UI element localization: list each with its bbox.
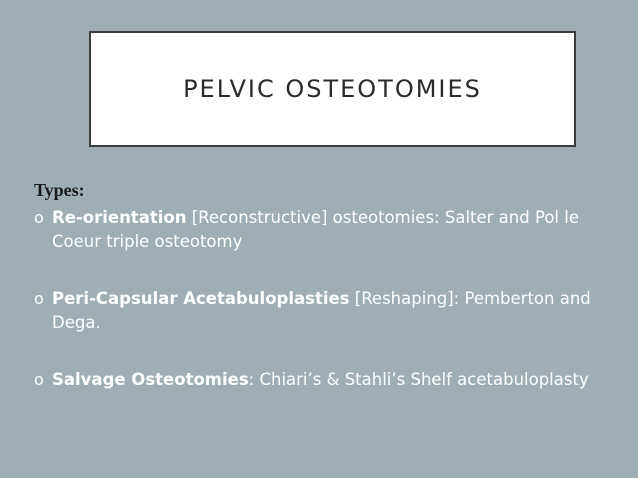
bullet-text: [Reconstructive] osteotomies: Salter and Pol le Coeur triple osteotomy [52, 208, 579, 251]
types-label: Types: [34, 180, 85, 200]
bullet-text: [Reshaping]: Pemberton and Dega. [52, 289, 591, 332]
bullet-text: : Chiari’s & Stahli’s Shelf acetabuloplasty [248, 370, 589, 389]
bullet-item-reorientation [34, 206, 624, 254]
bullet-bold-text: Peri-Capsular Acetabuloplasties [52, 289, 350, 308]
bullet-bold-text: Salvage Osteotomies [52, 370, 249, 389]
slide-title: PELVIC OSTEOTOMIES [183, 75, 482, 103]
bullet-list [34, 206, 624, 425]
bullet-marker: o [34, 289, 44, 308]
bullet-marker: o [34, 370, 44, 389]
bullet-item-salvage [34, 368, 624, 392]
title-box [89, 31, 576, 147]
bullet-item-pericapsular [34, 287, 624, 335]
bullet-bold-text: Re-orientation [52, 208, 187, 227]
bullet-marker: o [34, 208, 44, 227]
